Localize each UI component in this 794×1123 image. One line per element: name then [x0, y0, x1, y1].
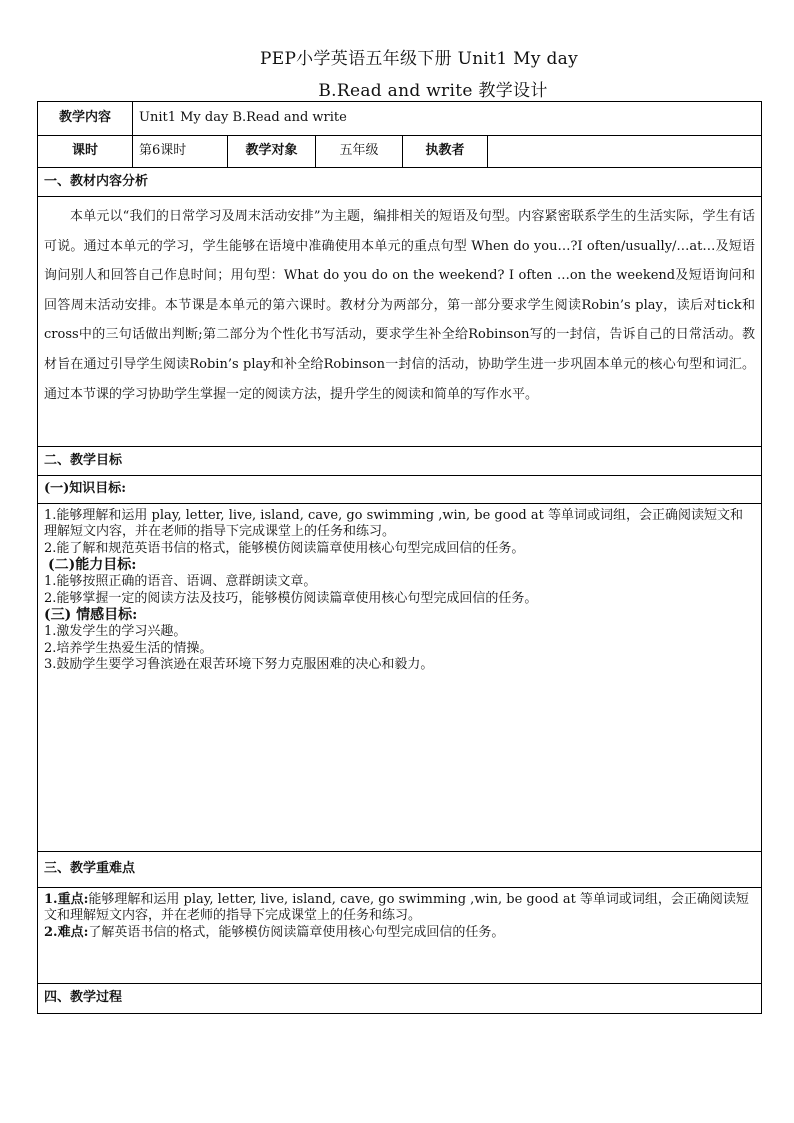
- knowledge-item: 1.能够理解和运用 play, letter, live, island, cave, go swimming ,win, be good at 等单词或词组，会正确阅读短文和理解短文内容，并在老师的指导下完成课堂上的任务和练习。: [44, 508, 743, 540]
- focus-text: 能够理解和运用 play, letter, live, island, cave, go swimming ,win, be good at 等单词或词组，会正确阅读短文和理解短文内容，并在老师的指导下完成课堂上的任务和练习。: [44, 892, 749, 924]
- content-value: Unit1 My day B.Read and write: [133, 102, 762, 136]
- objectives-body-row: [38, 504, 762, 852]
- knowledge-item: 2.能了解和规范英语书信的格式，能够模仿阅读篇章使用核心句型完成回信的任务。: [44, 540, 525, 556]
- analysis-body-row: [38, 197, 762, 447]
- keypoints-heading-row: [38, 852, 762, 888]
- ability-item: 1.能够按照正确的语音、语调、意群朗读文章。: [44, 574, 317, 590]
- focus-label: 1.重点:: [44, 892, 89, 907]
- teacher-label: 执教者: [403, 136, 488, 168]
- difficulty-text: 了解英语书信的格式，能够模仿阅读篇章使用核心句型完成回信的任务。: [88, 924, 505, 940]
- target-label: 教学对象: [228, 136, 316, 168]
- process-heading: 四、教学过程: [38, 984, 762, 1014]
- period-label: 课时: [38, 136, 133, 168]
- ability-item: 2.能够掌握一定的阅读方法及技巧，能够模仿阅读篇章使用核心句型完成回信的任务。: [44, 590, 538, 606]
- ability-title: (二)能力目标:: [48, 556, 137, 573]
- emotion-item: 2.培养学生热爱生活的情操。: [44, 640, 213, 656]
- target-value: 五年级: [316, 136, 403, 168]
- content-row: [38, 102, 762, 136]
- difficulty-item: [44, 925, 755, 941]
- keypoints-body-row: [38, 888, 762, 984]
- process-heading-row: [38, 984, 762, 1014]
- document-title: PEP小学英语五年级下册 Unit1 My day: [260, 49, 578, 69]
- info-row: [38, 136, 762, 168]
- period-value: 第6课时: [133, 136, 228, 168]
- emotion-title: (三) 情感目标:: [44, 606, 138, 623]
- teacher-value: [488, 136, 762, 168]
- knowledge-title: (一)知识目标:: [38, 476, 762, 504]
- difficulty-label: 2.难点:: [44, 924, 89, 940]
- content-label: 教学内容: [38, 102, 133, 136]
- analysis-heading: 一、教材内容分析: [38, 168, 762, 197]
- document-subtitle: B.Read and write 教学设计: [318, 81, 548, 101]
- objectives-body: [38, 504, 762, 852]
- objectives-heading-row: [38, 447, 762, 476]
- objectives-heading: 二、教学目标: [38, 447, 762, 476]
- emotion-item: 3.鼓励学生要学习鲁滨逊在艰苦环境下努力克服困难的决心和毅力。: [44, 656, 434, 672]
- analysis-heading-row: [38, 168, 762, 197]
- keypoints-body: [38, 888, 762, 984]
- lesson-plan-table: [37, 101, 762, 1014]
- emotion-item: 1.激发学生的学习兴趣。: [44, 624, 187, 640]
- keypoints-heading: 三、教学重难点: [38, 852, 762, 888]
- focus-item: [44, 892, 755, 925]
- analysis-body: [38, 197, 762, 447]
- knowledge-title-row: [38, 476, 762, 504]
- analysis-text: 本单元以“我们的日常学习及周末活动安排”为主题，编排相关的短语及句型。内容紧密联系学生的生活实际，学生有话可说。通过本单元的学习，学生能够在语境中准确使用本单元的重点句型 When do you…?I often/usually/…at…及短语询问别人和回答自己作息时间；用句型：What do you do on the weekend? I often …on the weekend及短语询问和回答周末活动安排。本节课是本单元的第六课时。教材分为两部分，第一部分要求学生阅读Robin’s play，读后对tick和cross中的三句话做出判断;第二部分为个性化书写活动，要求学生补全给Robinson写的一封信，告诉自己的日常活动。教材旨在通过引导学生阅读Robin’s play和补全给Robinson一封信的活动，协助学生进一步巩固本单元的核心句型和词汇。通过本节课的学习协助学生掌握一定的阅读方法，提升学生的阅读和简单的写作水平。: [44, 209, 756, 402]
